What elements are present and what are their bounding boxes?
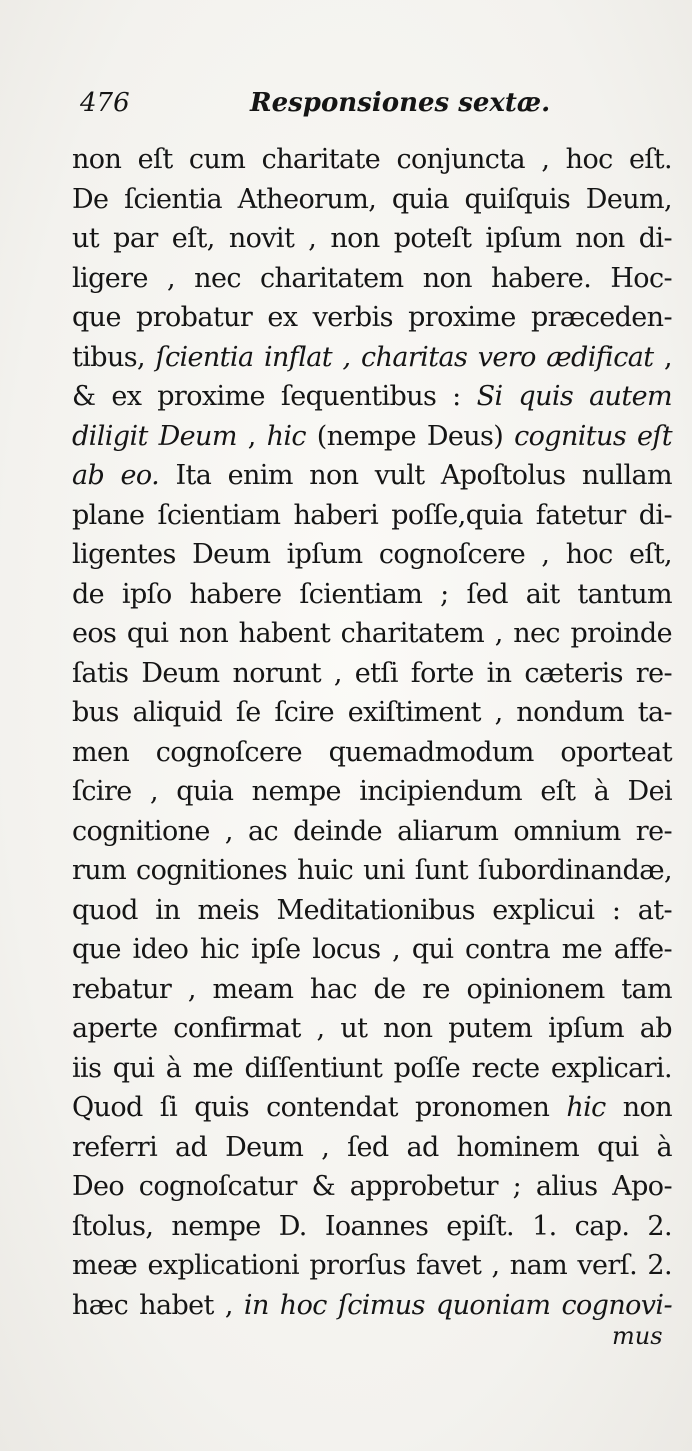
- text-line: [72, 219, 672, 259]
- italic-text: in hoc ſcimus quoniam cognovi-: [243, 1289, 672, 1321]
- text-line: [72, 575, 672, 615]
- roman-text: non eſt cum charitate conjuncta , hoc eſt.: [72, 144, 672, 175]
- running-head: [80, 88, 640, 128]
- roman-text: ut par eſt, novit , non poteſt ipſum non di-: [72, 223, 672, 254]
- italic-text: cognitus eſt: [514, 420, 672, 452]
- roman-text: de ipſo habere ſcientiam ; ſed ait tantum: [72, 578, 672, 610]
- roman-text: Deo cognoſcatur & approbetur ; alius Apo-: [72, 1171, 672, 1202]
- roman-text: ſtolus, nempe D. Ioannes epiſt. 1. cap. 2.: [72, 1210, 672, 1242]
- roman-text: De ſcientia Atheorum, quia quiſquis Deum,: [72, 183, 672, 215]
- roman-text: & ex proxime ſequentibus :: [72, 381, 477, 412]
- text-line: [72, 456, 672, 496]
- text-line: [72, 180, 672, 220]
- text-line: [72, 140, 672, 180]
- text-line: [72, 1128, 672, 1168]
- text-line: [72, 1009, 672, 1049]
- roman-text: tibus,: [72, 341, 156, 373]
- roman-text: ſcire , quia nempe incipiendum eſt à Dei: [72, 776, 672, 807]
- text-line: [72, 693, 672, 733]
- text-line: [72, 1088, 672, 1128]
- body-text: [72, 140, 672, 1325]
- roman-text: eos qui non habent charitatem , nec proinde: [72, 618, 672, 649]
- text-line: [72, 654, 672, 694]
- text-line: [72, 891, 672, 931]
- text-line: [72, 535, 672, 575]
- roman-text: Quod ſi quis contendat pronomen: [72, 1092, 567, 1123]
- roman-text: ,: [236, 420, 267, 452]
- text-line: [72, 1246, 672, 1286]
- text-line: [72, 614, 672, 654]
- roman-text: que ideo hic ipſe locus , qui contra me affe-: [72, 934, 672, 965]
- text-line: [72, 338, 672, 378]
- text-line: [72, 733, 672, 773]
- italic-text: hic: [266, 420, 306, 452]
- roman-text: referri ad Deum , ſed ad hominem qui à: [72, 1131, 672, 1163]
- roman-text: quod in meis Meditationibus explicui : at-: [72, 894, 672, 926]
- roman-text: ſatis Deum norunt , etſi forte in cæteris re-: [72, 657, 672, 689]
- text-line: [72, 930, 672, 970]
- italic-text: diligit Deum: [72, 420, 237, 452]
- text-line: [72, 259, 672, 299]
- roman-text: meæ explicationi prorſus favet , nam verſ. 2.: [72, 1250, 672, 1281]
- text-line: [72, 970, 672, 1010]
- roman-text: aperte confirmat , ut non putem ipſum ab: [72, 1013, 672, 1044]
- text-line: [72, 1049, 672, 1089]
- text-line: [72, 417, 672, 457]
- italic-text: ſcientia inflat , charitas vero ædificat: [155, 341, 654, 373]
- text-line: [72, 1286, 672, 1326]
- roman-text: hæc habet ,: [72, 1289, 244, 1321]
- roman-text: rum cognitiones huic uni ſunt ſubordinandæ,: [72, 855, 672, 886]
- roman-text: Ita enim non vult Apoſtolus nullam: [159, 460, 672, 491]
- italic-text: ab eo.: [72, 460, 160, 491]
- text-line: [72, 1167, 672, 1207]
- italic-text: Si quis autem: [476, 381, 672, 412]
- roman-text: ,: [653, 341, 673, 373]
- roman-text: que probatur ex verbis proxime præceden-: [72, 302, 672, 333]
- text-line: [72, 298, 672, 338]
- text-line: [72, 377, 672, 417]
- roman-text: non: [605, 1092, 672, 1123]
- text-line: [72, 772, 672, 812]
- roman-text: ligentes Deum ipſum cognoſcere , hoc eſt,: [72, 539, 672, 570]
- italic-text: hic: [566, 1092, 606, 1123]
- roman-text: bus aliquid ſe ſcire exiſtiment , nondum ta-: [72, 697, 672, 728]
- roman-text: plane ſcientiam haberi poſſe,quia fatetur di-: [72, 499, 672, 531]
- text-line: [72, 812, 672, 852]
- text-line: [72, 496, 672, 536]
- text-line: [72, 851, 672, 891]
- roman-text: rebatur , meam hac de re opinionem tam: [72, 973, 672, 1005]
- text-line: [72, 1207, 672, 1247]
- roman-text: men cognoſcere quemadmodum oporteat: [72, 736, 672, 768]
- catchword: mus: [612, 1322, 663, 1350]
- roman-text: (nempe Deus): [305, 420, 515, 452]
- page-number: 476: [80, 88, 130, 118]
- roman-text: cognitione , ac deinde aliarum omnium re-: [72, 815, 672, 847]
- roman-text: ligere , nec charitatem non habere. Hoc-: [72, 262, 672, 294]
- running-title: Responsiones sextæ.: [250, 88, 551, 118]
- roman-text: iis qui à me diſſentiunt poſſe recte explicari.: [72, 1052, 672, 1084]
